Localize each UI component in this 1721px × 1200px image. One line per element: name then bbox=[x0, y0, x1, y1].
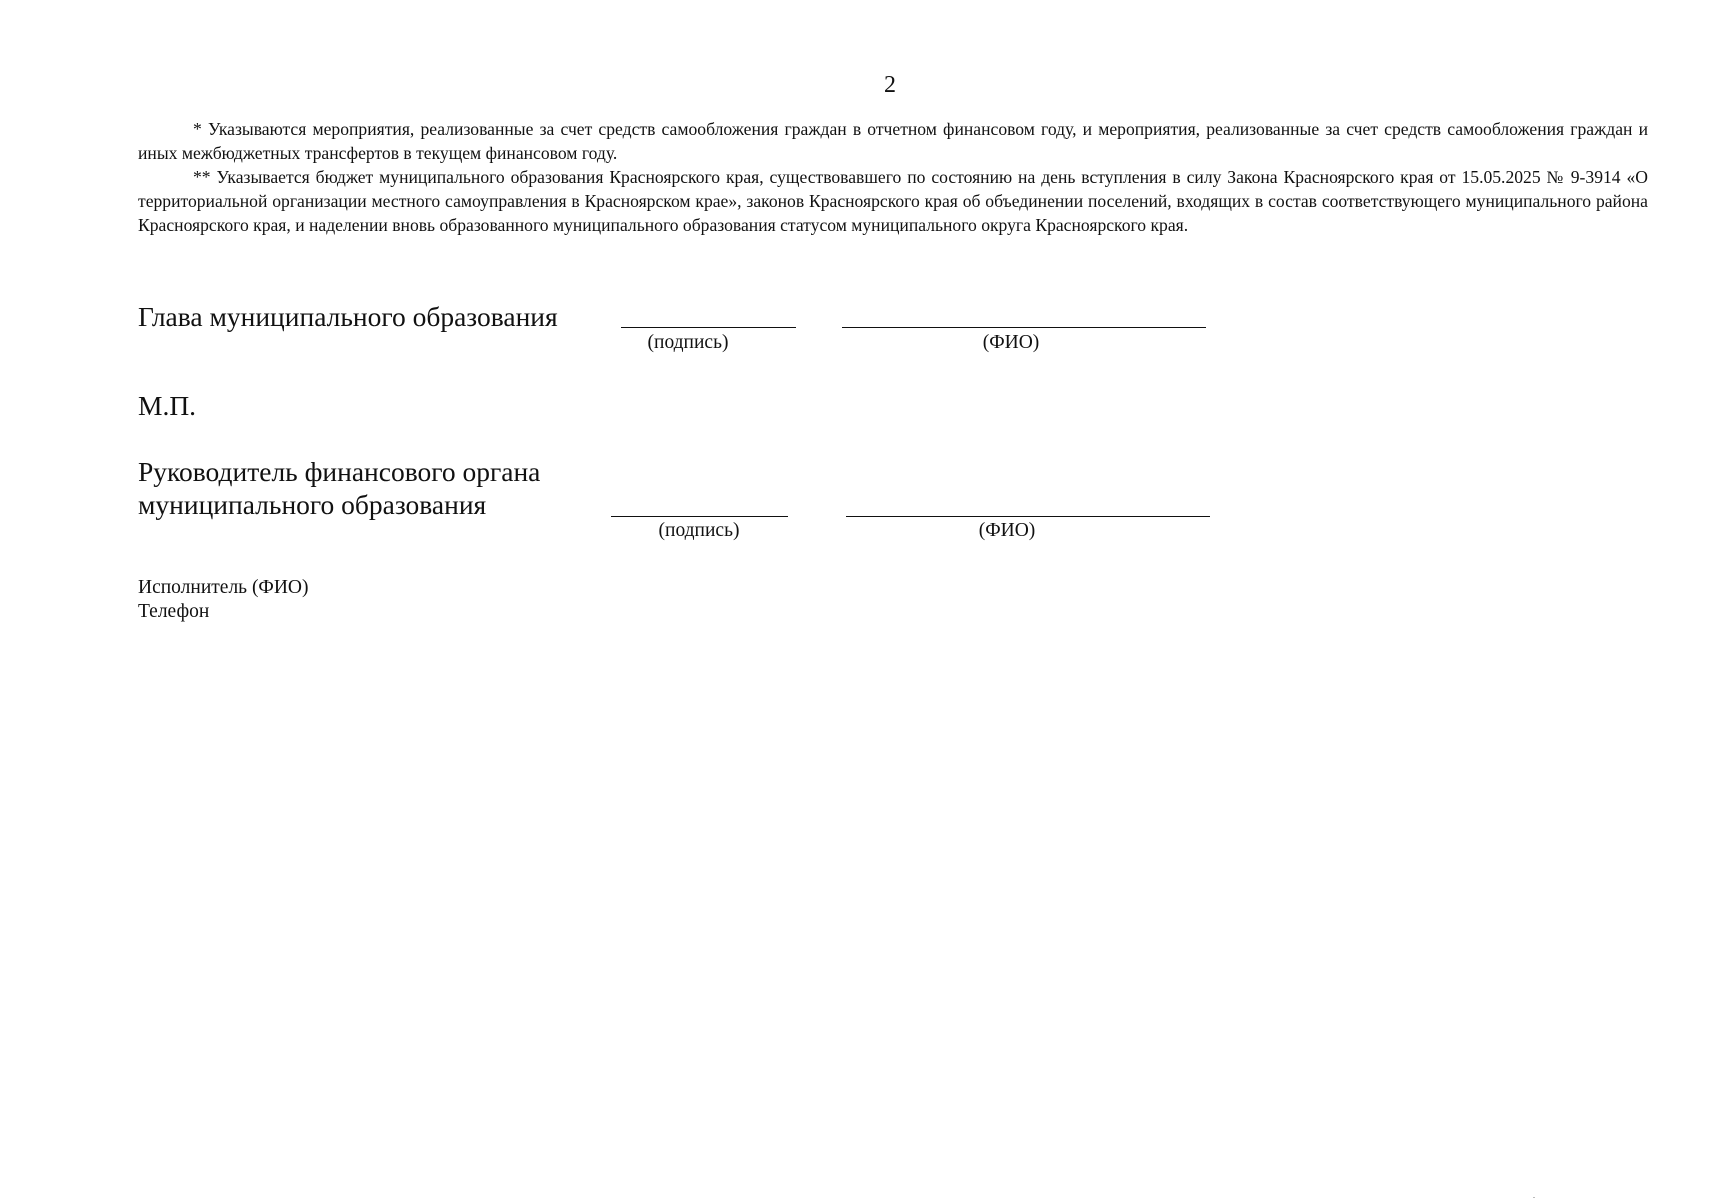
head-of-municipality-title: Глава муниципального образования bbox=[138, 301, 558, 332]
scan-artifact bbox=[1533, 1197, 1535, 1198]
executor-label: Исполнитель (ФИО) bbox=[138, 577, 309, 598]
finance-head-title-line2: муниципального образования bbox=[138, 489, 487, 520]
head-name-line bbox=[842, 327, 1206, 328]
footnote-2: ** Указывается бюджет муниципального образования Красноярского края, существовавшего по состоянию на день вступления в силу Закона Красноярского края от 15.05.2025 № 9-3914 «О территориальной организации местного самоуправления в Красноярском крае», законов Красноярского края об объединении поселений, входящих в состав соответствующего муниципального района Красноярского края, и наделении вновь образованного муниципального образования статусом муниципального округа Красноярского края. bbox=[138, 167, 1648, 235]
seal-place-label: М.П. bbox=[138, 390, 197, 421]
finance-head-title-line1: Руководитель финансового органа bbox=[138, 456, 541, 487]
footnotes bbox=[138, 117, 1648, 237]
finance-name-line bbox=[846, 516, 1210, 517]
head-signature-caption: (подпись) bbox=[647, 332, 729, 353]
finance-signature-caption: (подпись) bbox=[658, 520, 740, 541]
head-name-caption: (ФИО) bbox=[982, 332, 1040, 353]
finance-name-caption: (ФИО) bbox=[978, 520, 1036, 541]
page-number: 2 bbox=[884, 72, 896, 98]
head-signature-line bbox=[621, 327, 796, 328]
phone-label: Телефон bbox=[138, 601, 210, 622]
footnote-1: * Указываются мероприятия, реализованные за счет средств самообложения граждан в отчетном финансовом году, и мероприятия, реализованные за счет средств самообложения граждан и иных межбюджетных трансфертов в текущем финансовом году. bbox=[138, 119, 1648, 163]
finance-signature-line bbox=[611, 516, 788, 517]
